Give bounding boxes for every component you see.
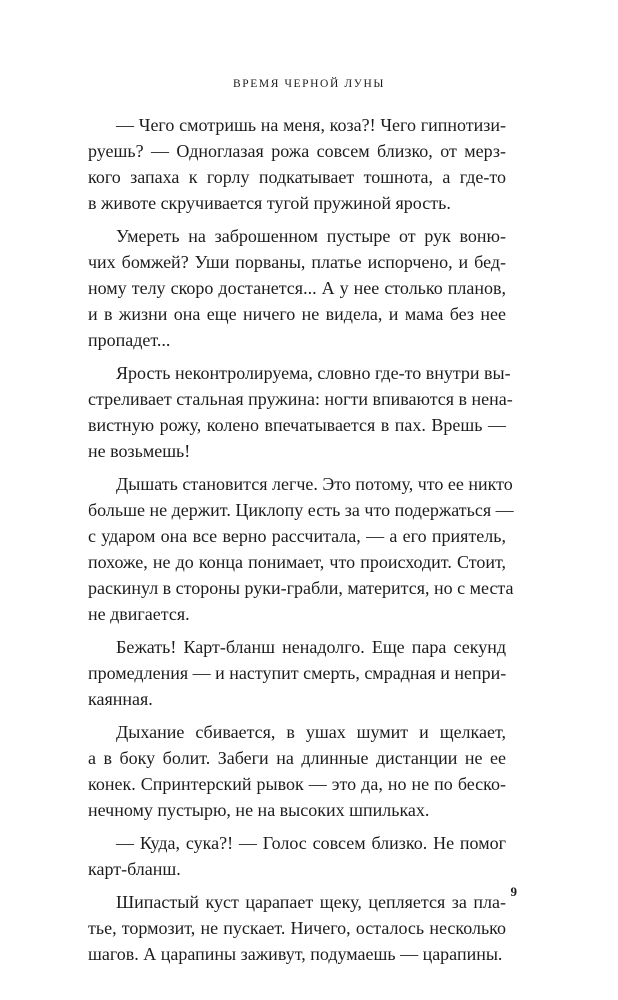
text-line: — Чего смотришь на меня, коза?! Чего гипнотизи- xyxy=(116,115,506,135)
paragraph xyxy=(88,471,514,627)
text-line: стреливает стальная пружина: ногти впиваются в нена- xyxy=(88,389,513,409)
text-line: не возьмешь! xyxy=(88,441,191,461)
paragraph xyxy=(88,634,506,712)
text-line: Ярость неконтролируема, словно где-то внутри вы- xyxy=(116,363,511,383)
text-line: конек. Спринтерский рывок — это да, но не по беско- xyxy=(88,774,506,794)
paragraph xyxy=(88,360,513,464)
text-line: Дышать становится легче. Это потому, что ее никто xyxy=(116,474,513,494)
paragraph xyxy=(88,112,506,216)
text-line: Умереть на заброшенном пустыре от рук воню- xyxy=(116,226,506,246)
text-line: чих бомжей? Уши порваны, платье испорчено, и бед- xyxy=(88,252,506,272)
text-line: нечному пустырю, не на высоких шпильках. xyxy=(88,800,430,820)
paragraph xyxy=(88,719,506,823)
text-line: промедления — и наступит смерть, смрадная и непри- xyxy=(88,663,507,683)
text-line: раскинул в стороны руки-грабли, матерится, но с места xyxy=(88,578,514,598)
paragraph xyxy=(88,223,506,353)
text-line: вистную рожу, колено впечатывается в пах. Врешь — xyxy=(88,415,506,435)
body-text xyxy=(88,112,514,974)
text-line: шагов. А царапины заживут, подумаешь — царапины. xyxy=(88,944,503,964)
text-line: Шипастый куст царапает щеку, цепляется за пла- xyxy=(116,892,506,912)
text-line: Дыхание сбивается, в ушах шумит и щелкает, xyxy=(116,722,506,742)
text-line: — Куда, сука?! — Голос совсем близко. Не помог xyxy=(116,833,506,853)
text-line: похоже, не до конца понимает, что происходит. Стоит, xyxy=(88,552,506,572)
text-line: руешь? — Одноглазая рожа совсем близко, от мерз- xyxy=(88,141,506,161)
text-line: в животе скручивается тугой пружиной ярость. xyxy=(88,193,451,213)
text-line: Бежать! Карт-бланш ненадолго. Еще пара секунд xyxy=(116,637,506,657)
page-number: 9 xyxy=(510,884,517,899)
text-line: с ударом она все верно рассчитала, — а его приятель, xyxy=(88,526,506,546)
paragraph xyxy=(88,889,506,967)
text-line: каянная. xyxy=(88,689,153,709)
text-line: а в боку болит. Забеги на длинные дистанции не ее xyxy=(88,748,506,768)
text-line: больше не держит. Циклопу есть за что подержаться — xyxy=(88,500,514,520)
running-head: ВРЕМЯ ЧЕРНОЙ ЛУНЫ xyxy=(232,78,386,90)
text-line: карт-бланш. xyxy=(88,859,181,879)
text-line: кого запаха к горлу подкатывает тошнота, а где-то xyxy=(88,167,506,187)
text-line: тье, тормозит, не пускает. Ничего, осталось несколько xyxy=(88,918,506,938)
text-line: ному телу скоро достанется... А у нее столько планов, xyxy=(88,278,506,298)
text-line: не двигается. xyxy=(88,604,190,624)
text-line: пропадет... xyxy=(88,330,171,350)
paragraph xyxy=(88,830,506,882)
text-line: и в жизни она еще ничего не видела, и мама без нее xyxy=(88,304,506,324)
